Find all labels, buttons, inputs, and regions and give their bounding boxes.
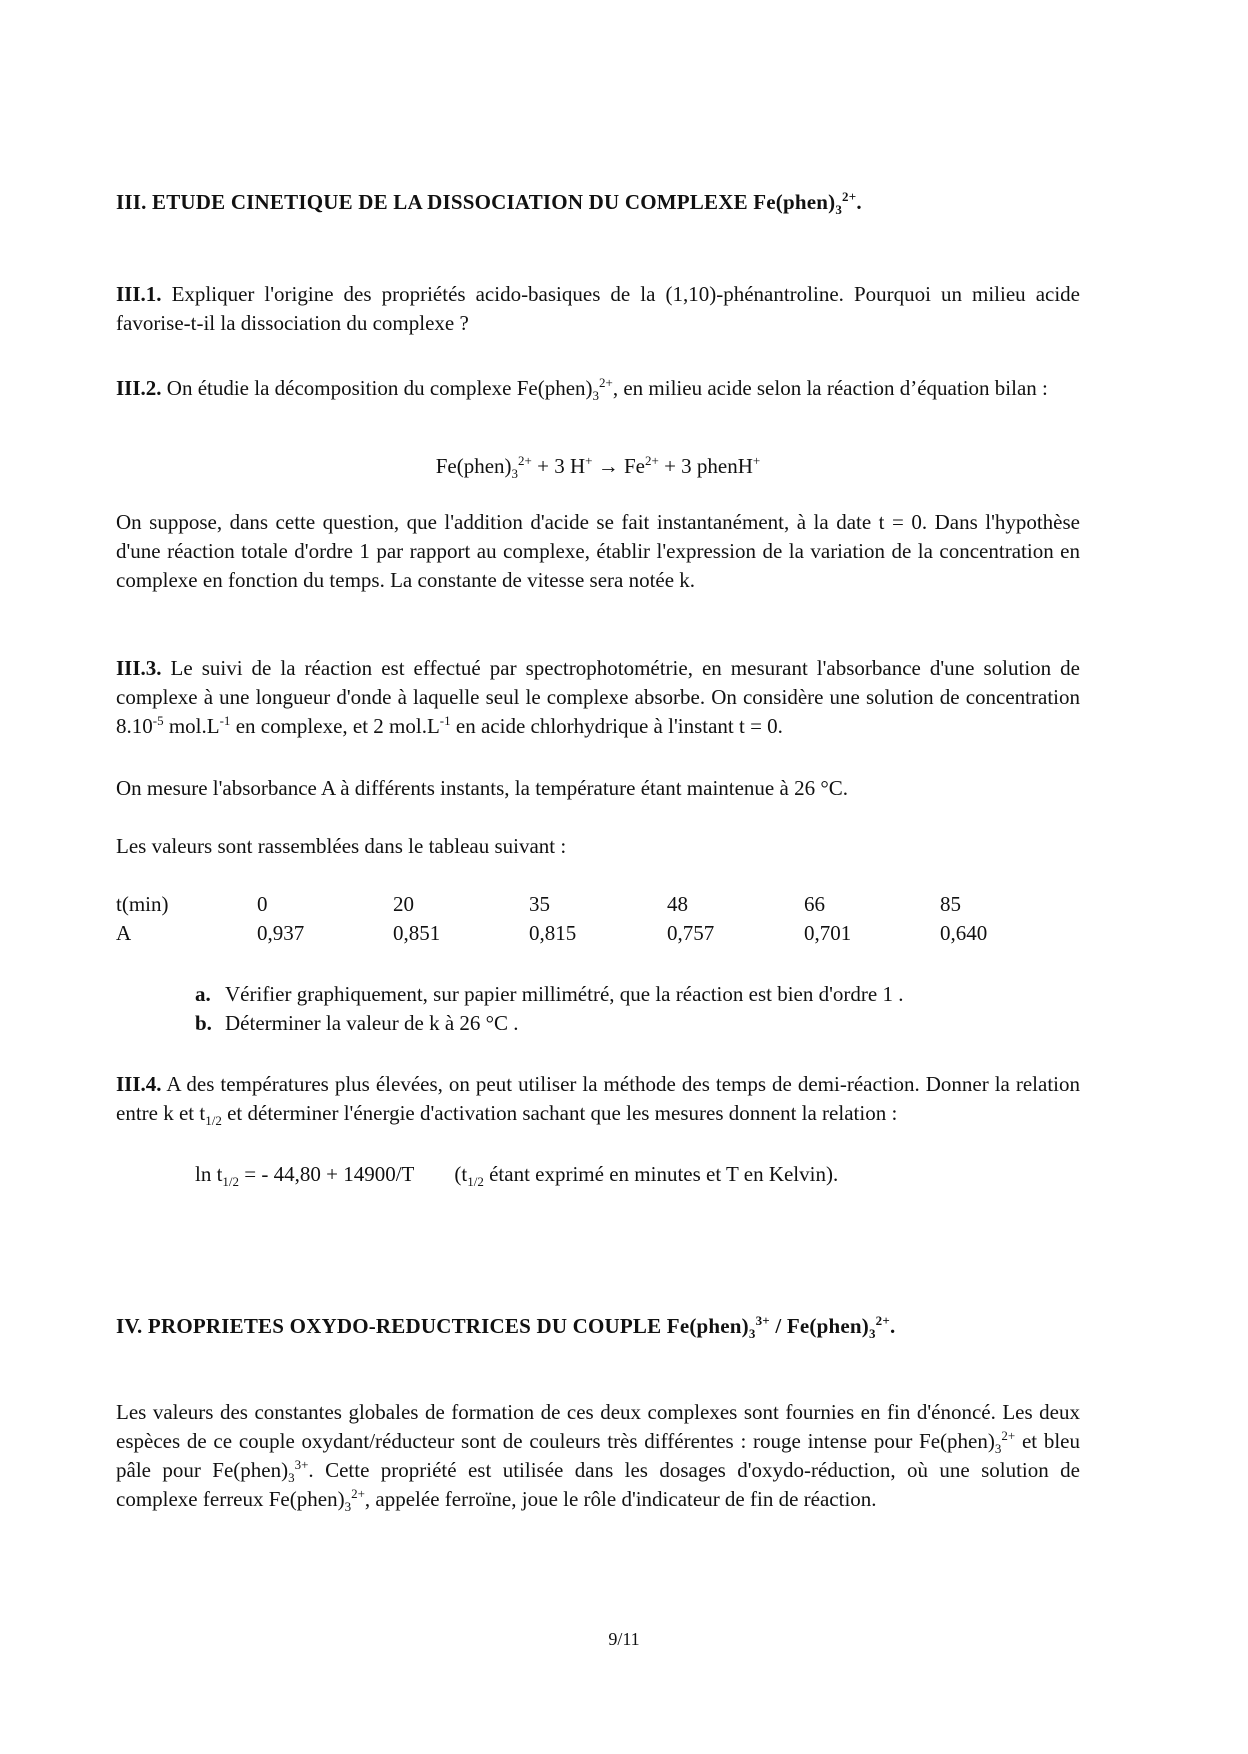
- section-3-heading-sub: 3: [835, 202, 843, 218]
- formula-part-2: = - 44,80 + 14900/T: [239, 1162, 415, 1186]
- table-row-label: A: [116, 921, 132, 945]
- item-b-label: b.: [195, 1011, 212, 1035]
- item-b-text: Déterminer la valeur de k à 26 °C .: [225, 1011, 519, 1035]
- table-cell: 66: [804, 892, 825, 916]
- section-4-heading-part-2: / Fe(phen): [769, 1314, 869, 1338]
- reaction-equation: [116, 452, 1080, 481]
- equation-right-sup: +: [752, 453, 761, 468]
- question-3-1: [116, 280, 1080, 338]
- table-cell: 0,851: [393, 921, 441, 945]
- table-row: [116, 890, 1020, 919]
- section-4-para-2: et bleu pâle pour Fe(phen): [116, 1429, 1080, 1482]
- measure-sentence: [116, 774, 1080, 803]
- section-4-heading-end: .: [889, 1314, 896, 1338]
- equation-right: + 3 phenH: [658, 454, 753, 478]
- table-cell: 0,815: [529, 921, 577, 945]
- formula-note-1: (t: [454, 1162, 468, 1186]
- question-3-2-paragraph: [116, 508, 1080, 595]
- question-3-2-text-after: , en milieu acide selon la réaction d’équation bilan :: [612, 376, 1048, 400]
- formula-note-sub: 1/2: [467, 1174, 484, 1190]
- question-3-4-sub: 1/2: [205, 1113, 222, 1129]
- equation-left: Fe(phen): [435, 454, 512, 478]
- table-intro: [116, 832, 1080, 861]
- table-cell: 48: [667, 892, 688, 916]
- question-3-3-text-3: en complexe, et 2 mol.L: [230, 714, 440, 738]
- question-3-4-label: III.4.: [116, 1072, 162, 1096]
- table-cell: 0: [257, 892, 268, 916]
- question-3-3-exp-2: -1: [219, 713, 231, 728]
- section-4-sub-3: 3: [344, 1499, 352, 1515]
- section-4-sub-2: 3: [288, 1470, 295, 1486]
- section-3-heading-text: III. ETUDE CINETIQUE DE LA DISSOCIATION DU COMPLEXE Fe(phen): [116, 190, 836, 214]
- page-number: 9/11: [608, 1629, 640, 1649]
- absorbance-table: [116, 890, 1020, 948]
- question-3-3-exp-1: -5: [152, 713, 164, 728]
- question-3-3-exp-3: -1: [439, 713, 451, 728]
- section-4-heading: [116, 1312, 895, 1341]
- section-3-heading-end: .: [856, 190, 862, 214]
- formula-part-1: ln t: [195, 1162, 223, 1186]
- question-3-2: [116, 374, 1080, 403]
- table-cell: 20: [393, 892, 414, 916]
- table-cell: 35: [529, 892, 550, 916]
- section-4-heading-sup-1: 3+: [755, 1313, 770, 1328]
- question-3-2-paragraph-text: On suppose, dans cette question, que l'addition d'acide se fait instantanément, à la date t = 0. Dans l'hypothèse d'une réaction totale d'ordre 1 par rapport au complexe, établir l'expression de la variation de la concentration en complexe en fonction du temps. La constante de vitesse sera notée k.: [116, 510, 1080, 592]
- item-a: [195, 980, 903, 1009]
- section-4-para-1: Les valeurs des constantes globales de formation de ces deux complexes sont fournies en fin d'énoncé. Les deux espèces de ce couple oxydant/réducteur sont de couleurs très différentes : rouge intense pour Fe(phen): [116, 1400, 1080, 1453]
- table-cell: 85: [940, 892, 961, 916]
- formula-note-2: étant exprimé en minutes et T en Kelvin).: [483, 1162, 839, 1186]
- item-b: [195, 1009, 903, 1038]
- equation-mid: + 3 H: [531, 454, 586, 478]
- question-3-3: [116, 654, 1080, 741]
- equation-mid-sup: +: [585, 453, 593, 468]
- question-3-3-items: [195, 980, 903, 1038]
- section-4-heading-sup-2: 2+: [875, 1313, 890, 1328]
- question-3-3-label: III.3.: [116, 656, 162, 680]
- question-3-1-text: Expliquer l'origine des propriétés acido-basiques de la (1,10)-phénantroline. Pourquoi un milieu acide favorise-t-il la dissociation du complexe ?: [116, 282, 1081, 335]
- question-3-2-label: III.2.: [116, 376, 162, 400]
- question-3-3-text-1: Le suivi de la réaction est effectué par spectrophotométrie, en mesurant l'absorbance d'une solution de complexe à une longueur d'onde à laquelle seul le complexe absorbe. On considère une solution de concentration 8.10: [116, 656, 1080, 738]
- section-4-heading-sub-2: 3: [868, 1326, 876, 1342]
- formula-sub: 1/2: [222, 1174, 240, 1190]
- section-4-sup-2: 3+: [294, 1457, 309, 1472]
- section-4-sup-1: 2+: [1001, 1428, 1016, 1443]
- question-3-4-text-2: et déterminer l'énergie d'activation sachant que les mesures donnent la relation :: [221, 1101, 898, 1125]
- question-3-2-sub: 3: [592, 388, 600, 404]
- section-4-heading-part-1: IV. PROPRIETES OXYDO-REDUCTRICES DU COUPLE Fe(phen): [116, 1314, 749, 1338]
- section-4-para-4: , appelée ferroïne, joue le rôle d'indicateur de fin de réaction.: [364, 1487, 877, 1511]
- question-3-3-text-4: en acide chlorhydrique à l'instant t = 0.: [450, 714, 783, 738]
- table-cell: 0,757: [667, 921, 715, 945]
- section-3-heading: [116, 188, 862, 217]
- equation-left-sub: 3: [511, 466, 519, 482]
- table-cell: 0,640: [940, 921, 988, 945]
- equation-arrow: → Fe: [592, 454, 645, 478]
- question-3-2-text-before: On étudie la décomposition du complexe Fe(phen): [166, 376, 593, 400]
- section-4-para-3: . Cette propriété est utilisée dans les dosages d'oxydo-réduction, où une solution de complexe ferreux Fe(phen): [116, 1458, 1080, 1511]
- measure-text: On mesure l'absorbance A à différents instants, la température étant maintenue à 26 °C.: [116, 776, 848, 800]
- table-row-label: t(min): [116, 892, 169, 916]
- section-4-sup-3: 2+: [351, 1486, 365, 1501]
- table-cell: 0,937: [257, 921, 305, 945]
- table-cell: 0,701: [804, 921, 852, 945]
- section-4-heading-sub-1: 3: [748, 1326, 756, 1342]
- question-3-1-label: III.1.: [116, 282, 162, 306]
- item-a-text: Vérifier graphiquement, sur papier millimétré, que la réaction est bien d'ordre 1 .: [225, 982, 904, 1006]
- section-3-heading-sup: 2+: [842, 189, 857, 204]
- question-3-2-sup: 2+: [599, 375, 613, 390]
- half-life-formula: [195, 1160, 1095, 1189]
- equation-left-sup: 2+: [518, 453, 532, 468]
- section-4-paragraph: [116, 1398, 1080, 1514]
- equation-fe-sup: 2+: [644, 453, 659, 468]
- table-row: [116, 919, 1020, 948]
- question-3-4-text-1: A des températures plus élevées, on peut utiliser la méthode des temps de demi-réaction. Donner la relation entre k et t: [116, 1072, 1081, 1125]
- question-3-3-text-2: mol.L: [163, 714, 220, 738]
- question-3-4: [116, 1070, 1080, 1128]
- table-intro-text: Les valeurs sont rassemblées dans le tableau suivant :: [116, 834, 567, 858]
- item-a-label: a.: [195, 982, 211, 1006]
- section-4-sub-1: 3: [994, 1441, 1002, 1457]
